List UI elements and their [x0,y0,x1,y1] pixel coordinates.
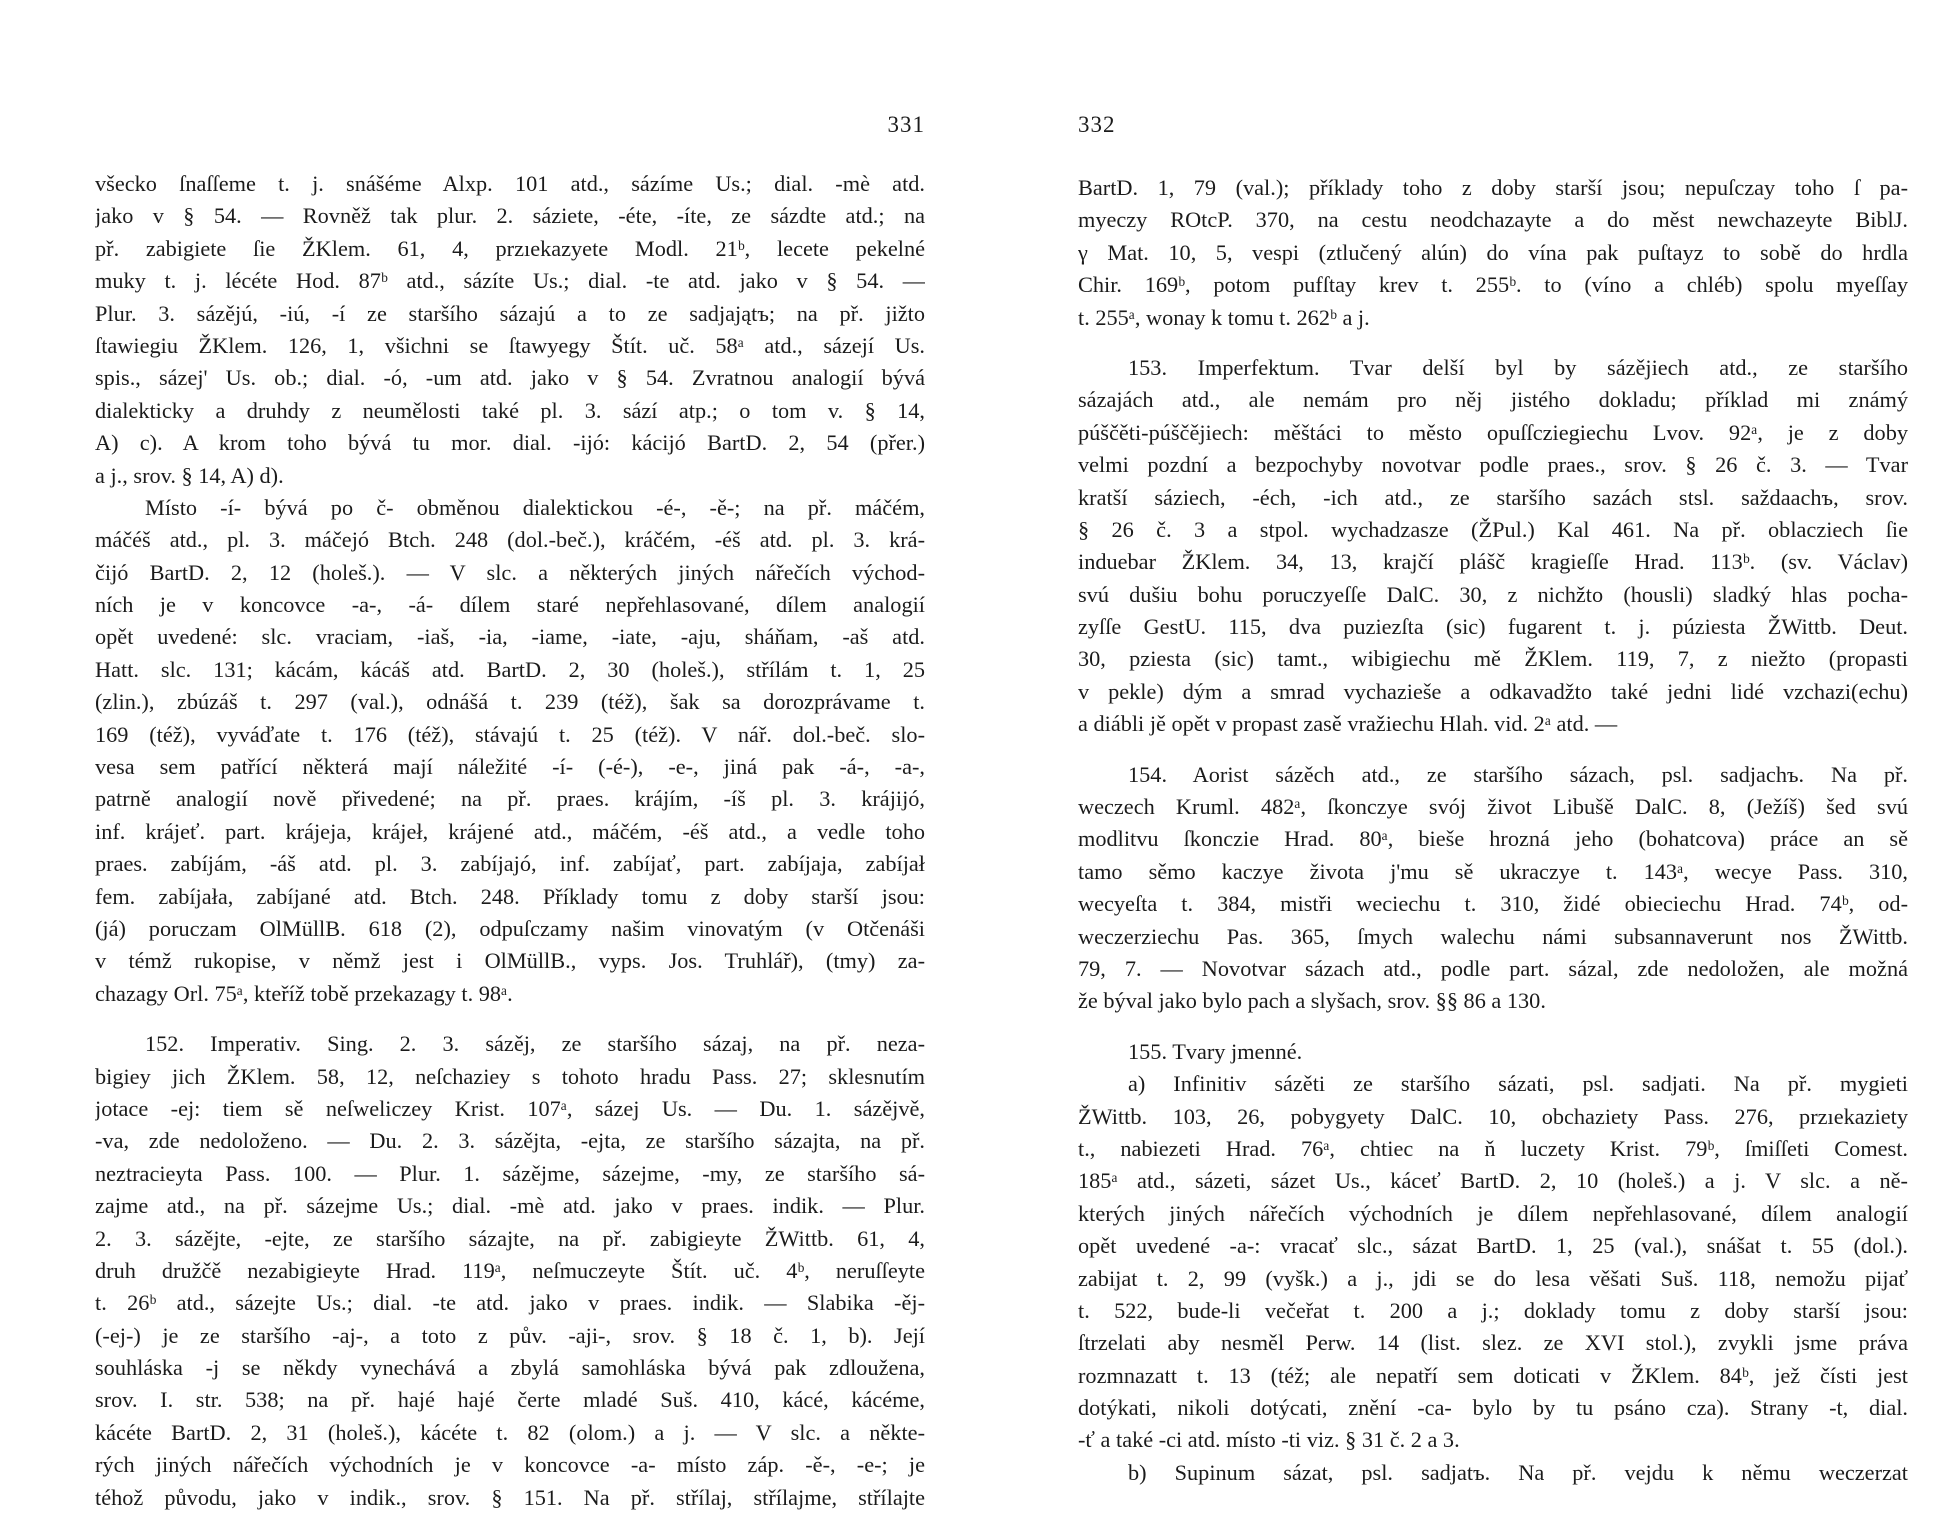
text-line: a diábli jě opět v propast zasě vražiechu Hlah. vid. 2ᵃ atd. — [1078,711,1618,737]
text-line: fem. zabíjała, zabíjané atd. Btch. 248. Příklady tomu z doby starší jsou: [95,883,925,909]
paragraph-gap [1078,1018,1908,1036]
text-line: dialekticky a druhdy z neumělosti také pl. 3. sází atp.; o tom v. § 14, [95,397,925,423]
paragraph-gap [95,1010,925,1028]
text-line: muky t. j. lécéte Hod. 87ᵇ atd., sázíte Us.; dial. -te atd. jako v § 54. — [95,268,925,294]
text-line: ſtawiegiu ŽKlem. 126, 1, všichni se ſtawyegy Štít. uč. 58ᵃ atd., sázejí Us. [95,332,925,358]
text-line: Místo -í- bývá po č- obměnou dialektickou -é-, -ě-; na př. máčém, [145,494,925,520]
text-column [1078,172,1908,1489]
text-line: (-ej-) je ze staršího -aj-, a toto z pův. -aji-, srov. § 18 č. 1, b). Její [95,1322,925,1348]
text-line: BartD. 1, 79 (val.); příklady toho z doby starší jsou; nepuſczay toho ſ pa- [1078,175,1908,200]
text-line: že býval jako bylo pach a slyšach, srov. §§ 86 a 130. [1078,988,1546,1014]
text-line: srov. I. str. 538; na př. hajé hajé čerte mladé Suš. 410, kácé, kácéme, [95,1387,925,1413]
text-line: kratší sáziech, -éch, -ich atd., ze staršího sazách stsl. saždaachъ, srov. [1078,484,1908,510]
text-line: jako v § 54. — Rovněž tak plur. 2. sáziete, -éte, -íte, ze sázdte atd.; na [95,203,925,229]
text-line: ſtrzelati aby nesměl Perw. 14 (list. slez. ze XVI stol.), zvykli jsme práva [1078,1330,1908,1356]
text-line: rozmnazatt t. 13 (též; ale nepatří sem doticati v ŽKlem. 84ᵇ, jež čísti jest [1078,1362,1908,1388]
text-line: 152. Imperativ. Sing. 2. 3. sázěj, ze staršího sázaj, na př. neza- [145,1031,925,1057]
text-line: spis., sázej' Us. ob.; dial. -ó, -um atd. jako v § 54. Zvratnou analogií bývá [95,365,925,391]
text-line: 185ᵃ atd., sázeti, sázet Us., káceť BartD. 2, 10 (holeš.) a j. V slc. a ně- [1078,1168,1908,1194]
text-line: -ť a také -ci atd. místo -ti viz. § 31 č. 2 a 3. [1078,1427,1460,1453]
text-line: zabijat t. 2, 99 (vyšk.) a j., jdi se do lesa věšati Suš. 118, nemožu pijať [1078,1265,1908,1291]
text-line: Plur. 3. sázějú, -iú, -í ze staršího sázajú a to ze sadjajątъ; na př. jižto [95,300,925,326]
text-line: ŽWittb. 103, 26, pobygyety DalC. 10, obchaziety Pass. 276, przıekaziety [1078,1103,1908,1129]
page-number: 331 [887,112,925,137]
text-line: čijó BartD. 2, 12 (holeš.). — V slc. a některých jiných nářečích východ- [95,559,925,585]
text-line: všecko ſnaſſeme t. j. snášéme Alxp. 101 atd., sázíme Us.; dial. -mè atd. [95,171,925,196]
text-line: inf. krájeť. part. krájeja, krájeł, krájené atd., máčém, -éš atd., a vedle toho [95,818,925,844]
text-line: opět uvedené: slc. vraciam, -iaš, -ia, -iame, -iate, -aju, sháňam, -aš atd. [95,624,925,650]
text-line: (zlin.), zbúzáš t. 297 (val.), odnášá t. 239 (též), šak sa dorozprávame t. [95,689,925,715]
text-line: myeczy ROtcP. 370, na cestu neodchazayte a do měst newchazeyte BiblJ. [1078,207,1908,233]
text-line: 154. Aorist sázěch atd., ze staršího sázach, psl. sadjachъ. Na př. [1128,761,1908,787]
text-line: praes. zabíjám, -áš atd. pl. 3. zabíjajó, inf. zabíjať, part. zabíjaja, zabíjał [95,851,925,877]
text-line: máčéš atd., pl. 3. máčejó Btch. 248 (dol.-beč.), kráčém, -éš atd. pl. 3. krá- [95,527,925,553]
text-line: v pekle) dým a smrad vychazieše a odkavadžto také jedni lidé vzchazi(echu) [1078,678,1908,704]
text-line: zyſſe GestU. 115, dva puziezſta (sic) fugarent t. j. púziesta ŽWittb. Deut. [1078,614,1908,640]
text-line: γ Mat. 10, 5, vespi (ztlučený alún) do vína pak puſtayz to sobě do hrdla [1078,239,1908,265]
text-line: induebar ŽKlem. 34, 13, krajčí plášč kragieſſe Hrad. 113ᵇ. (sv. Václav) [1078,549,1908,575]
text-line: svú dušiu bohu poruczyeſſe DalC. 30, z nichžto (housli) sladký hlas pocha- [1078,581,1908,607]
text-line: weczech Kruml. 482ᵃ, ſkonczye svój život Libušě DalC. 8, (Ježíš) šed svú [1078,794,1908,820]
text-line: př. zabigiete ſie ŽKlem. 61, 4, przıekazyete Modl. 21ᵇ, lecete pekelné [95,235,925,261]
text-line: opět uvedené -a-: vracať slc., sázat BartD. 1, 25 (val.), snášat t. 55 (dol.). [1078,1233,1908,1259]
text-line: t. 255ᵃ, wonay k tomu t. 262ᵇ a j. [1078,304,1370,330]
text-line: t. 522, bude-li večeřat t. 200 a j.; doklady tomu z doby starší jsou: [1078,1297,1908,1323]
left-page [95,0,925,1510]
right-page [1078,0,1908,1500]
text-line: púščěti-púščějiech: měštáci to město opuſſcziegiechu Lvov. 92ᵃ, je z doby [1078,419,1908,445]
text-line: 79, 7. — Novotvar sázach atd., podle part. sázal, zde nedoložen, ale možná [1078,955,1908,981]
text-line: kterých jiných nářečích východních je dílem nepřehlasované, dílem analogií [1078,1200,1908,1226]
text-line: velmi pozdní a bezpochyby novotvar podle praes., srov. § 26 č. 3. — Tvar [1078,452,1908,478]
paragraph-gap [1078,334,1908,352]
text-line: tamo sěmo kaczye života j'mu sě ukraczye t. 143ᵃ, wecye Pass. 310, [1078,858,1908,884]
text-line: v témž rukopise, v němž jest i OlMüllB., vyps. Jos. Truhlář), (tmy) za- [95,948,925,974]
text-line: 153. Imperfektum. Tvar delší byl by sázějiech atd., ze staršího [1128,354,1908,380]
text-line: druh družčě nezabigieyte Hrad. 119ᵃ, neſmuczeyte Štít. uč. 4ᵇ, neruſſeyte [95,1257,925,1283]
text-line: (já) poruczam OlMüllB. 618 (2), odpuſczamy našim vinovatým (v Otčenáši [95,915,925,941]
text-line: Chir. 169ᵇ, potom pufſtay krev t. 255ᵇ. to (víno a chléb) spolu myeſſay [1078,272,1908,298]
paragraph-gap [1078,741,1908,759]
text-line: weczerziechu Pas. 365, ſmych walechu námi subsannaverunt nos ŽWittb. [1078,923,1908,949]
text-line: b) Supinum sázat, psl. sadjatъ. Na př. vejdu k němu weczerzat [1128,1459,1908,1485]
text-line: zajme atd., na př. sázejme Us.; dial. -mè atd. jako v praes. indik. — Plur. [95,1193,925,1219]
page-number: 332 [1078,112,1116,137]
text-line: sázajách atd., ale nemám pro něj jistého dokladu; příklad mi známý [1078,387,1908,413]
text-line: chazagy Orl. 75ᵃ, kteříž tobě przekazagy t. 98ᵃ. [95,980,513,1006]
text-line: téhož původu, jako v indik., srov. § 151. Na př. střílaj, střílajme, střílajte [95,1484,925,1510]
text-line: souhláska -j se někdy vynechává a zbylá samohláska bývá pak zdloužena, [95,1355,925,1381]
text-line: A) c). A krom toho bývá tu mor. dial. -ijó: kácijó BartD. 2, 54 (přer.) [95,430,925,456]
text-line: t. 26ᵇ atd., sázejte Us.; dial. -te atd. jako v praes. indik. — Slabika -ěj- [95,1290,925,1316]
text-line: wecyeſta t. 384, mistři weciechu t. 310, židé obieciechu Hrad. 74ᵇ, od- [1078,891,1908,917]
text-line: a j., srov. § 14, A) d). [95,462,284,488]
text-line: jotace -ej: tiem sě neſweliczey Krist. 107ᵃ, sázej Us. — Du. 1. sázějvě, [95,1095,925,1121]
text-line: neztracieyta Pass. 100. — Plur. 1. sázějme, sázejme, -my, ze staršího sá- [95,1160,925,1186]
text-line: rých jiných nářečích východních je v koncovce -a- místo záp. -ě-, -e-; je [95,1452,925,1478]
text-line: a) Infinitiv sázěti ze staršího sázati, psl. sadjati. Na př. mygieti [1128,1071,1908,1097]
text-line: modlitvu ſkonczie Hrad. 80ᵃ, bieše hrozná jeho (bohatcova) práce an sě [1078,826,1908,852]
text-line: 155. Tvary jmenné. [1128,1038,1303,1064]
text-line: ních je v koncovce -a-, -á- dílem staré nepřehlasované, dílem analogií [95,592,925,618]
text-line: § 26 č. 3 a stpol. wychadzasze (ŽPul.) Kal 461. Na př. oblacziech ſie [1078,516,1908,542]
text-line: Hatt. slc. 131; kácám, kácáš atd. BartD. 2, 30 (holeš.), střílám t. 1, 25 [95,656,925,682]
text-line: 30, pziesta (sic) tamt., wibigiechu mě ŽKlem. 119, 7, z niežto (propasti [1078,646,1908,672]
text-line: t., nabiezeti Hrad. 76ᵃ, chtiec na ň luczety Krist. 79ᵇ, ſmiſſeti Comest. [1078,1135,1908,1161]
text-line: vesa sem patřící některá mají náležité -í- (-é-), -e-, jiná pak -á-, -a-, [95,754,925,780]
text-line: bigiey jich ŽKlem. 58, 12, neſchaziey s tohoto hradu Pass. 27; sklesnutím [95,1063,925,1089]
text-line: 169 (též), vyváďate t. 176 (též), stávajú t. 25 (též). V nář. dol.-beč. slo- [95,721,925,747]
text-line: kácéte BartD. 2, 31 (holeš.), kácéte t. 82 (olom.) a j. — V slc. a někte- [95,1419,925,1445]
text-column [95,168,925,1514]
text-line: -va, zde nedoloženo. — Du. 2. 3. sázějta, -ejta, ze staršího sázajta, na př. [95,1128,925,1154]
text-line: dotýkati, nikoli dotýcati, znění -ca- bylo by tu psáno cza). Strany -t, dial. [1078,1395,1908,1421]
text-line: patrně analogií nově přivedené; na př. praes. krájím, -íš pl. 3. krájijó, [95,786,925,812]
text-line: 2. 3. sázějte, -ejte, ze staršího sázajte, na př. zabigieyte ŽWittb. 61, 4, [95,1225,925,1251]
